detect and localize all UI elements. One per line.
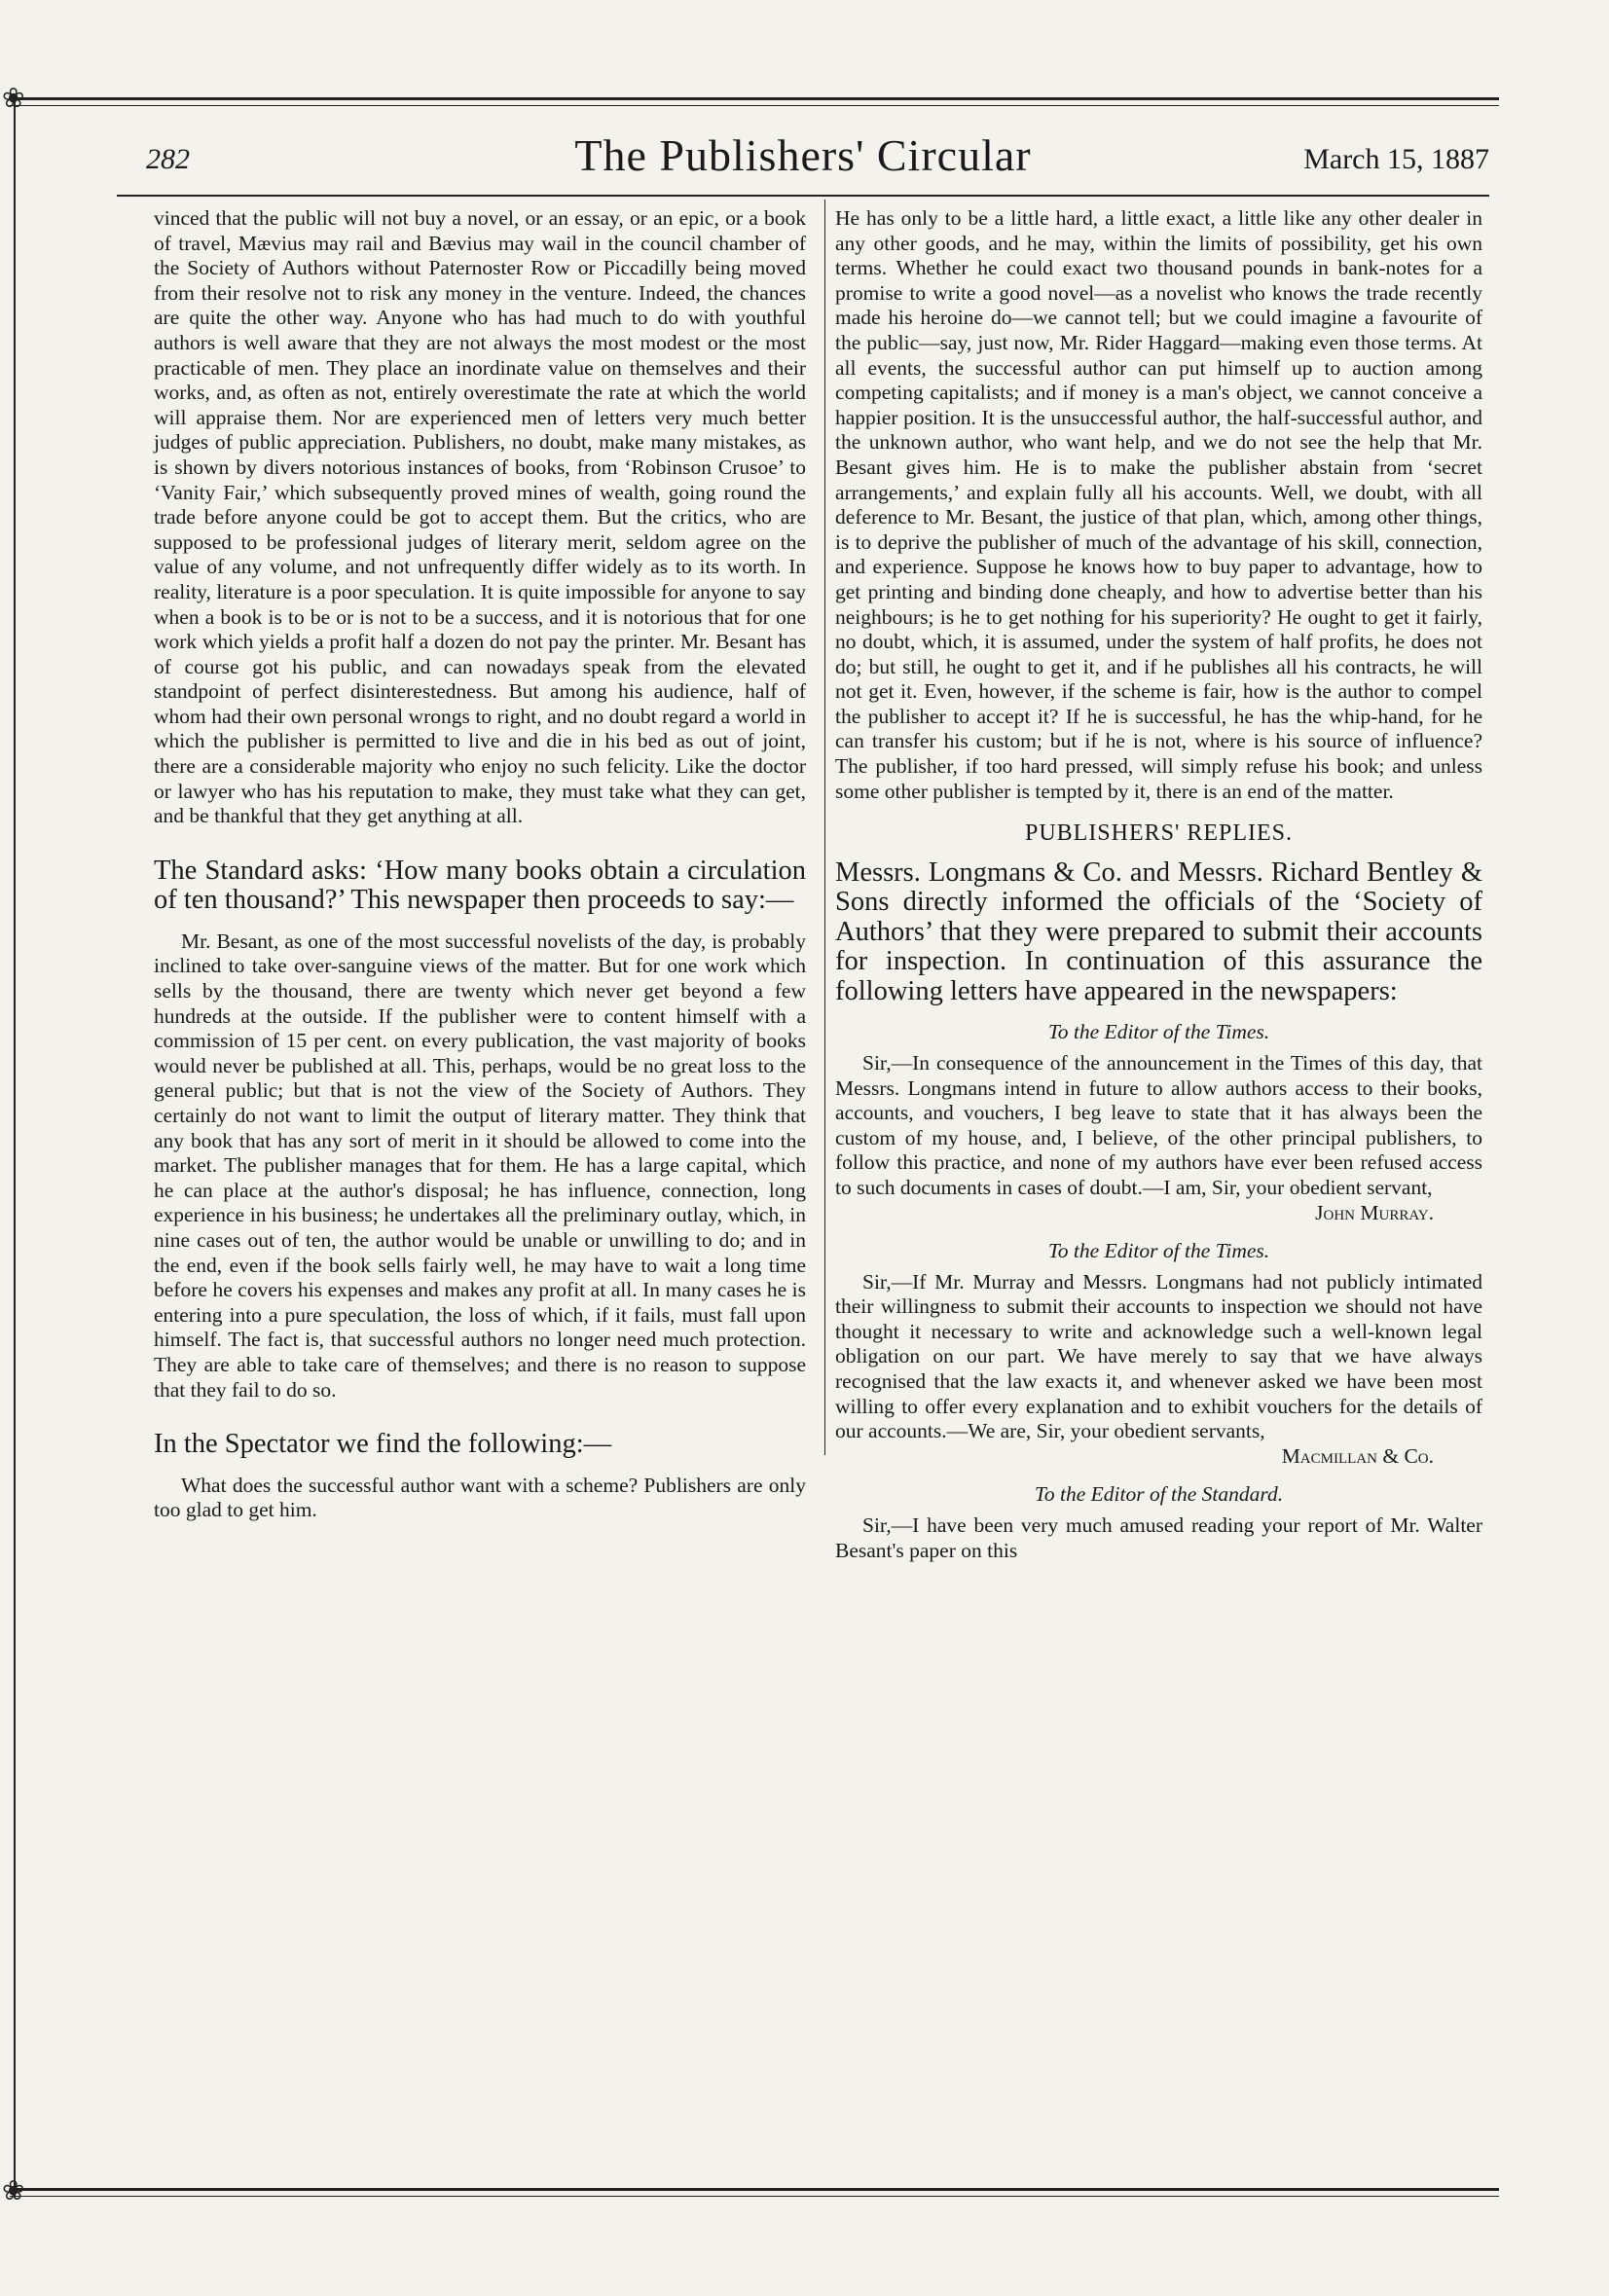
left-border-rule (14, 97, 16, 2198)
bottom-border-thin-rule (10, 2196, 1499, 2197)
letter-signature: Macmillan & Co. (1281, 1443, 1434, 1468)
article-paragraph: Mr. Besant, as one of the most successful novelists of the day, is probably inclined to take over-sanguine views of the matter. But for one work which sells by the thousand, there are twenty which never get beyond a few hundreds at the outside. If the publisher were to content himself with a commission of 15 per cent. on every publication, the vast majority of books would never be published at all. This, perhaps, would be no great loss to the general public; but that is not the view of the Society of Authors. They certainly do not want to limit the output of literary matter. They think that any book that has any sort of merit in it should be allowed to come into the market. The publisher manages that for them. He has a large capital, which he can place at the author's disposal; he has influence, connection, long experience in his business; he undertakes all the preliminary outlay, which, in nine cases out of ten, the author would be unable or unwilling to do; and in the end, even if the book sells fairly well, he may have to wait a long time before he covers his expenses and makes any profit at all. In many cases he is entering into a pure speculation, the loss of which, if it fails, must fall upon himself. The fact is, that successful authors no longer need much protection. They are able to take care of themselves; and there is no reason to suppose that they fail to do so. (154, 929, 806, 1402)
issue-date: March 15, 1887 (1303, 143, 1489, 175)
letter-signature: John Murray. (1315, 1200, 1434, 1224)
border-ornament-icon: ❀ (2, 84, 25, 114)
page-header (117, 122, 1489, 190)
article-paragraph: vinced that the public will not buy a novel, or an essay, or an epic, or a book of travel, Mævius may rail and Bævius may wail in the council chamber of the Society of Authors without Paternoster Row or Piccadilly being moved from their resolve not to risk any money in the venture. Indeed, the chances are quite the other way. Anyone who has had much to do with youthful authors is well aware that they are not always the most modest or the most practicable of men. They place an inordinate value on themselves and their works, and, as often as not, entirely overestimate the rate at which the world will appraise them. Nor are experienced men of letters very much better judges of public appreciation. Publishers, no doubt, make many mistakes, as is shown by divers notorious instances of books, from ‘Robinson Crusoe’ to ‘Vanity Fair,’ which subsequently proved mines of wealth, going round the trade before anyone could be got to accept them. But the critics, who are supposed to be professional judges of literary merit, seldom agree on the value of any volume, and not unfrequently differ widely as to its worth. In reality, literature is a poor speculation. It is quite impossible for anyone to say when a book is to be or is not to be a success, and it is notorious that for one work which yields a profit half a dozen do not pay the printer. Mr. Besant has of course got his public, and can nowadays speak from the elevated standpoint of perfect disinterestedness. But among his audience, half of whom had their own personal wrongs to right, and no doubt regard a world in which the publisher is permitted to live and die in his bed as out of joint, there are a considerable majority who enjoy no such felicity. Like the doctor or lawyer who has his reputation to make, they must take what they can get, and be thankful that they get anything at all. (154, 206, 806, 828)
border-ornament-icon: ❀ (2, 2176, 25, 2206)
right-column (835, 206, 1482, 1563)
letter-body: Sir,—If Mr. Murray and Messrs. Longmans had not publicly intimated their willingness to submit their accounts to inspection we should not have thought it necessary to write and acknowledge such a well-known legal obligation on our part. We have merely to say that we have always recognised that the law exacts it, and whenever asked we have been most willing to offer every explanation and to exhibit vouchers for the details of our accounts.—We are, Sir, your obedient servants, (835, 1269, 1482, 1443)
page-number: 282 (146, 143, 190, 175)
letter-body: Sir,—In consequence of the announcement in the Times of this day, that Messrs. Longmans intend in future to allow authors access to their books, accounts, and vouchers, I beg leave to state that it has always been the custom of my house, and, I believe, of the other principal publishers, to follow this practice, and none of my authors have ever been refused access to such documents in cases of doubt.—I am, Sir, your obedient servant, (835, 1050, 1482, 1199)
spectator-quote-intro: In the Spectator we find the following:— (154, 1429, 612, 1460)
article-paragraph: What does the successful author want with a scheme? Publishers are only too glad to get him. (154, 1473, 806, 1522)
letter-heading: To the Editor of the Times. (1047, 1020, 1270, 1044)
letter-heading: To the Editor of the Times. (1047, 1239, 1270, 1263)
header-rule (117, 195, 1489, 197)
letter-body: Sir,—I have been very much amused reading your report of Mr. Walter Besant's paper on this (835, 1513, 1482, 1562)
letter-heading: To the Editor of the Standard. (1034, 1482, 1284, 1507)
bottom-border-rule (10, 2188, 1499, 2191)
publication-title: The Publishers' Circular (574, 130, 1032, 180)
left-column (154, 206, 806, 1523)
top-border-thin-rule (10, 105, 1499, 106)
section-lead: Messrs. Longmans & Co. and Messrs. Richard Bentley & Sons directly informed the officials of the ‘Society of Authors’ that they were prepared to submit their accounts for inspection. In continuation of this assurance the following letters have appeared in the newspapers: (835, 856, 1482, 1006)
column-divider (824, 200, 825, 1455)
article-paragraph: He has only to be a little hard, a little exact, a little like any other dealer in any other goods, and he may, within the limits of possibility, get his own terms. Whether he could exact two thousand pounds in bank-notes for a promise to write a good novel—as a novelist who knows the trade recently made his heroine do—we cannot tell; but we could imagine a favourite of the public—say, just now, Mr. Rider Haggard—making even those terms. At all events, the successful author can put himself up to auction among competing capitalists; and if money is a man's object, we cannot conceive a happier position. It is the unsuccessful author, the half-successful author, and the unknown author, who want help, and we do not see the help that Mr. Besant gives him. He is to make the publisher abstain from ‘secret arrangements,’ and explain fully all his accounts. Well, we doubt, with all deference to Mr. Besant, the justice of that plan, which, among other things, is to deprive the publisher of much of the advantage of his skill, connection, and experience. Suppose he knows how to buy paper to advantage, how to get printing and binding done cheaply, and how to advertise better than his neighbours; is he to get nothing for his superiority? He ought to get it fairly, no doubt, which, it is assumed, under the system of half profits, he does not do; but still, he ought to get it, and if he publishes all his contracts, he will not get it. Even, however, if the scheme is fair, how is the author to compel the publisher to accept it? If he is successful, he has the whip-hand, for he can transfer his custom; but if he is not, where is his source of influence? The publisher, if too hard pressed, will simply refuse his book; and unless some other publisher is tempted by it, there is an end of the matter. (835, 206, 1482, 803)
top-border-rule (10, 97, 1499, 100)
section-title: PUBLISHERS' REPLIES. (1024, 820, 1294, 847)
standard-quote-intro: The Standard asks: ‘How many books obtain a circulation of ten thousand?’ This newspaper then proceeds to say:— (154, 855, 806, 916)
